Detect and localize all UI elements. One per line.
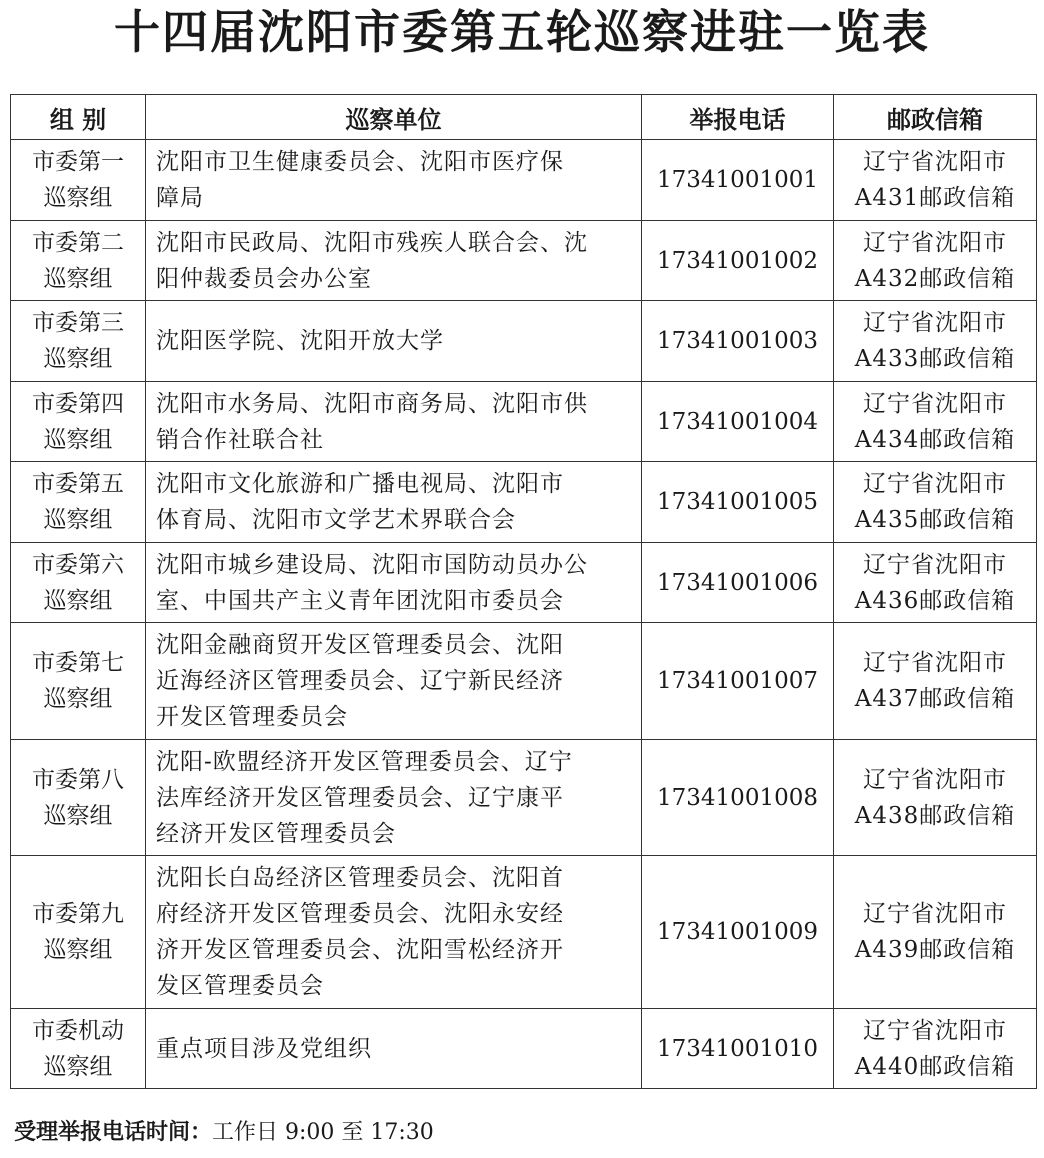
unit-cell-line: 沈阳市城乡建设局、沈阳市国防动员办公 [156,551,588,578]
unit-cell [146,740,642,856]
mailbox-cell-line: A437邮政信箱 [854,686,1016,712]
mailbox-cell-line: A434邮政信箱 [854,426,1016,453]
mailbox-cell-line: A431邮政信箱 [854,185,1016,211]
unit-cell-line: 发区管理委员会 [156,973,324,999]
table-header-row [11,95,1037,140]
unit-cell-line: 室、中国共产主义青年团沈阳市委员会 [156,587,564,614]
mailbox-cell [834,301,1037,382]
group-cell-line: 市委第五 [32,471,124,497]
mailbox-cell-line: 辽宁省沈阳市 [863,551,1007,578]
group-cell-line: 市委第八 [32,766,124,793]
mailbox-cell-line: 辽宁省沈阳市 [863,901,1007,927]
table-row [11,221,1037,301]
group-cell-line: 市委第三 [32,310,124,336]
unit-cell-line: 沈阳金融商贸开发区管理委员会、沈阳 [156,632,564,658]
table-row [11,623,1037,740]
unit-cell-line: 沈阳市文化旅游和广播电视局、沈阳市 [156,471,564,497]
unit-cell [146,221,642,301]
group-cell [11,462,146,543]
phone-cell: 17341001005 [642,462,834,543]
header-phone: 举报电话 [642,95,834,140]
mailbox-cell [834,856,1037,1009]
phone-cell: 17341001008 [642,740,834,856]
table-row [11,740,1037,856]
unit-cell-line: 开发区管理委员会 [156,704,348,730]
mailbox-cell [834,382,1037,462]
group-cell-line: 巡察组 [43,265,113,292]
header-group: 组 别 [11,95,146,140]
group-cell [11,543,146,623]
unit-cell-line: 沈阳市水务局、沈阳市商务局、沈阳市供 [156,390,588,417]
unit-cell [146,301,642,382]
table-row [11,856,1037,1009]
mailbox-cell-line: A438邮政信箱 [854,802,1016,829]
group-cell-line: 巡察组 [43,346,113,372]
mailbox-cell [834,1009,1037,1089]
mailbox-cell-line: 辽宁省沈阳市 [863,310,1007,336]
header-mailbox: 邮政信箱 [834,95,1037,140]
phone-cell: 17341001002 [642,221,834,301]
group-cell-line: 市委第九 [32,901,124,927]
group-cell [11,1009,146,1089]
phone-cell: 17341001006 [642,543,834,623]
table-row [11,382,1037,462]
group-cell-line: 市委机动 [32,1017,124,1044]
table-row [11,543,1037,623]
phone-cell: 17341001001 [642,140,834,221]
group-cell-line: 巡察组 [43,937,113,963]
phone-cell: 17341001004 [642,382,834,462]
group-cell [11,856,146,1009]
unit-cell-line: 沈阳-欧盟经济开发区管理委员会、辽宁 [156,748,573,775]
unit-cell-line: 沈阳医学院、沈阳开放大学 [156,328,444,354]
mailbox-cell [834,462,1037,543]
group-cell-line: 市委第六 [32,551,124,578]
mailbox-cell-line: 辽宁省沈阳市 [863,390,1007,417]
mailbox-cell-line: 辽宁省沈阳市 [863,229,1007,256]
mailbox-cell [834,140,1037,221]
inspection-table [10,94,1037,1089]
page-title: 十四届沈阳市委第五轮巡察进驻一览表 [114,5,930,59]
mailbox-cell-line: A432邮政信箱 [854,265,1016,292]
footer-note [14,1118,434,1148]
unit-cell [146,623,642,740]
footer-label: 受理举报电话时间： [14,1120,213,1145]
table-row [11,462,1037,543]
unit-cell-line: 销合作社联合社 [156,426,324,453]
unit-cell [146,462,642,543]
table-row [11,140,1037,221]
phone-cell: 17341001010 [642,1009,834,1089]
group-cell-line: 市委第七 [32,650,124,676]
phone-cell: 17341001003 [642,301,834,382]
group-cell [11,623,146,740]
group-cell [11,382,146,462]
group-cell-line: 巡察组 [43,802,113,829]
unit-cell-line: 近海经济区管理委员会、辽宁新民经济 [156,668,564,694]
group-cell-line: 市委第一 [32,149,124,175]
phone-cell: 17341001009 [642,856,834,1009]
group-cell [11,740,146,856]
mailbox-cell-line: A436邮政信箱 [854,587,1016,614]
unit-cell-line: 阳仲裁委员会办公室 [156,265,372,292]
phone-cell: 17341001007 [642,623,834,740]
unit-cell-line: 体育局、沈阳市文学艺术界联合会 [156,507,516,533]
unit-cell-line: 济开发区管理委员会、沈阳雪松经济开 [156,937,564,963]
unit-cell-line: 沈阳长白岛经济区管理委员会、沈阳首 [156,865,564,891]
group-cell-line: 巡察组 [43,686,113,712]
table-row [11,301,1037,382]
unit-cell [146,543,642,623]
mailbox-cell-line: 辽宁省沈阳市 [863,471,1007,497]
unit-cell [146,1009,642,1089]
unit-cell-line: 府经济开发区管理委员会、沈阳永安经 [156,901,564,927]
unit-cell-line: 沈阳市卫生健康委员会、沈阳市医疗保 [156,149,564,175]
unit-cell-line: 障局 [156,185,204,211]
mailbox-cell-line: 辽宁省沈阳市 [863,650,1007,676]
mailbox-cell-line: A440邮政信箱 [854,1053,1016,1080]
mailbox-cell [834,543,1037,623]
mailbox-cell-line: A439邮政信箱 [854,937,1016,963]
mailbox-cell [834,623,1037,740]
table-row [11,1009,1037,1089]
footer-value: 工作日 9:00 至 17:30 [212,1120,434,1145]
mailbox-cell-line: A435邮政信箱 [854,507,1016,533]
unit-cell-line: 沈阳市民政局、沈阳市残疾人联合会、沈 [156,229,588,256]
mailbox-cell [834,740,1037,856]
mailbox-cell [834,221,1037,301]
unit-cell-line: 法库经济开发区管理委员会、辽宁康平 [156,784,564,811]
group-cell-line: 市委第二 [32,229,124,256]
unit-cell-line: 重点项目涉及党组织 [156,1035,372,1062]
mailbox-cell-line: 辽宁省沈阳市 [863,766,1007,793]
mailbox-cell-line: 辽宁省沈阳市 [863,1017,1007,1044]
unit-cell-line: 经济开发区管理委员会 [156,820,396,847]
group-cell [11,221,146,301]
group-cell-line: 巡察组 [43,1053,113,1080]
unit-cell [146,382,642,462]
unit-cell [146,856,642,1009]
group-cell-line: 巡察组 [43,426,113,453]
group-cell-line: 巡察组 [43,587,113,614]
group-cell-line: 市委第四 [32,390,124,417]
mailbox-cell-line: 辽宁省沈阳市 [863,149,1007,175]
group-cell [11,140,146,221]
mailbox-cell-line: A433邮政信箱 [854,346,1016,372]
group-cell-line: 巡察组 [43,507,113,533]
unit-cell [146,140,642,221]
header-unit: 巡察单位 [146,95,642,140]
group-cell [11,301,146,382]
group-cell-line: 巡察组 [43,185,113,211]
